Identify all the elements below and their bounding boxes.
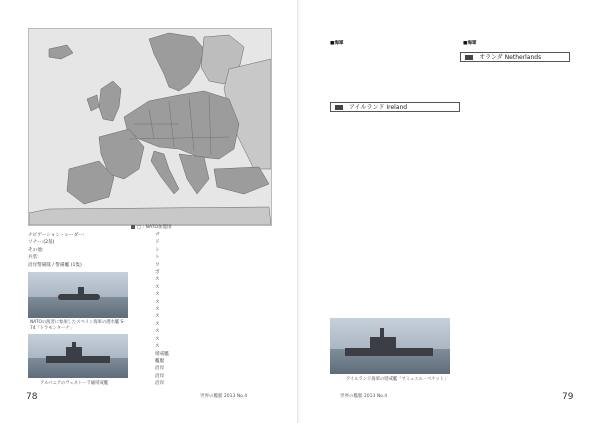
text-line: ト bbox=[155, 255, 160, 261]
text-line: ス bbox=[155, 329, 160, 335]
text-line: ス bbox=[155, 284, 160, 290]
section-title-netherlands: オランダ Netherlands bbox=[460, 52, 570, 62]
text-line: 沿岸 bbox=[155, 373, 165, 379]
text-line: ■海軍 bbox=[463, 41, 477, 46]
running-head-right: 世界の艦艇 2013 No.4 bbox=[340, 394, 388, 399]
text-line: ス bbox=[155, 336, 160, 342]
text-line: ス bbox=[155, 307, 160, 313]
map-caption: □ : NATO加盟国 bbox=[131, 224, 172, 230]
text-line: ナビゲーション・レーダー: bbox=[28, 233, 85, 238]
left-column-1 bbox=[28, 232, 128, 269]
text-line: ボ bbox=[155, 270, 160, 276]
irish-patrol-photo bbox=[330, 318, 450, 374]
text-line: ス bbox=[155, 292, 160, 298]
photo2-caption: アルバニアのヴェネトーラ級哨戒艦 bbox=[40, 381, 109, 386]
text-line: ド bbox=[155, 240, 160, 246]
text-line: ト bbox=[155, 247, 160, 253]
text-line: ス bbox=[155, 344, 160, 350]
photo3-caption: アイルランド海軍の哨戒艦「サミュエル・ベケット」 bbox=[346, 377, 449, 382]
text-line: 沿岸 bbox=[155, 381, 165, 387]
submarine-photo bbox=[28, 272, 128, 318]
patrol-ship-photo bbox=[28, 334, 128, 378]
text-line: ス bbox=[155, 299, 160, 305]
text-line: ス bbox=[155, 277, 160, 283]
running-head: 世界の艦艇 2013 No.4 bbox=[200, 394, 248, 399]
text-line: その他: bbox=[28, 247, 44, 253]
text-line: ス bbox=[155, 314, 160, 320]
text-line: 沿岸警備隊 / 警備艦 (1隻) bbox=[28, 262, 82, 268]
text-line: 兵装: bbox=[28, 255, 39, 261]
text-line: ヴ bbox=[155, 233, 160, 238]
section-title-ireland: アイルランド Ireland bbox=[330, 102, 460, 112]
europe-map-graphic bbox=[29, 29, 271, 225]
text-line: 艦艇 bbox=[155, 358, 165, 364]
text-line: 哨戒艦 bbox=[155, 351, 169, 357]
right-page bbox=[300, 0, 600, 423]
text-line: ■海軍 bbox=[330, 41, 344, 46]
text-line: ソナー:(2基) bbox=[28, 240, 55, 246]
europe-map bbox=[28, 28, 272, 226]
page-number: 78 bbox=[26, 392, 38, 402]
text-line: ス bbox=[155, 321, 160, 327]
page-number-right: 79 bbox=[562, 392, 574, 402]
right-column-2 bbox=[463, 40, 573, 47]
text-line: ワ bbox=[155, 262, 160, 268]
text-line: 沿岸 bbox=[155, 366, 165, 372]
right-column-1 bbox=[330, 40, 450, 47]
left-column-2 bbox=[155, 232, 265, 388]
photo1-caption: NATOの演習に参加したスペイン海軍の潜水艦 S-74「トラモンターナ」 bbox=[30, 320, 125, 331]
